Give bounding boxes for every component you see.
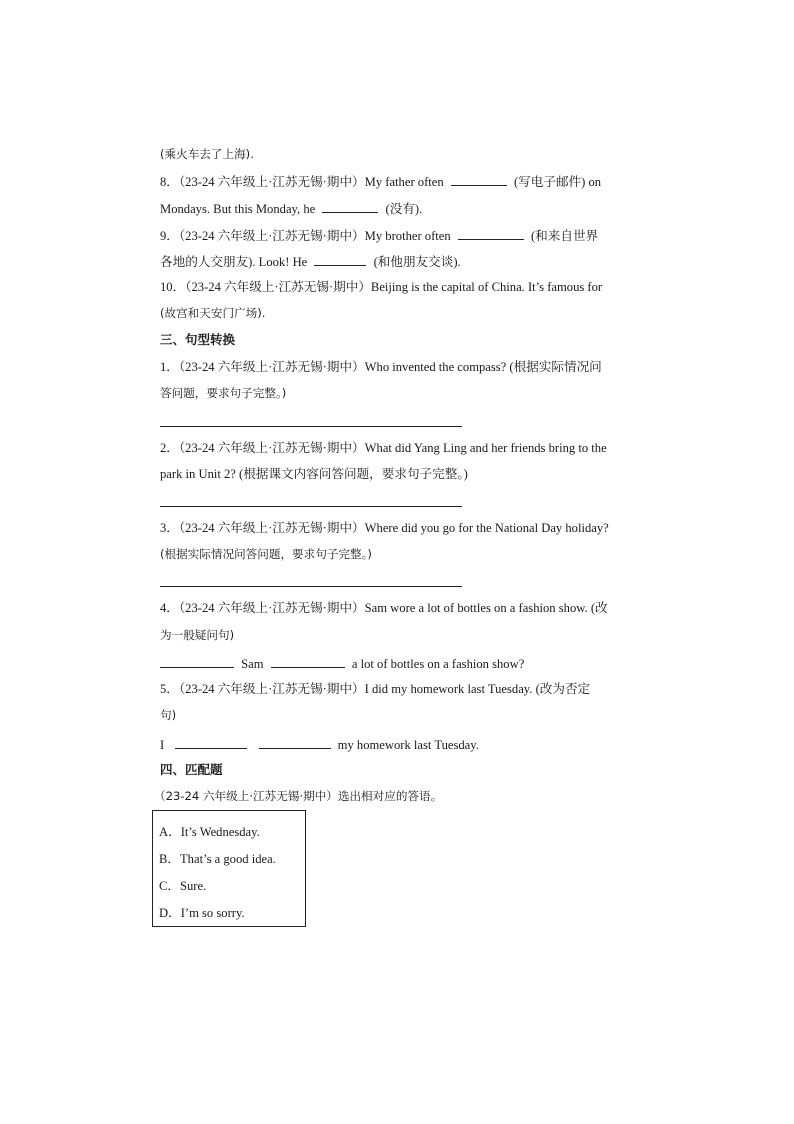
- answer-blank[interactable]: [259, 735, 331, 749]
- answer-line[interactable]: [160, 506, 462, 507]
- sentence-5-line-1: 5．（23-24 六年级上·江苏无锡·期中）I did my homework last Tuesday. (改为否定: [160, 682, 591, 696]
- question-text: 8．（23-24 六年级上·江苏无锡·期中）My father often: [160, 175, 444, 189]
- question-text: 9．（23-24 六年级上·江苏无锡·期中）My brother often: [160, 229, 451, 243]
- question-10-line-1: 10．（23-24 六年级上·江苏无锡·期中）Beijing is the capital of China. It’s famous for: [160, 280, 603, 294]
- sentence-1-line-1: 1．（23-24 六年级上·江苏无锡·期中）Who invented the compass? (根据实际情况问: [160, 360, 602, 374]
- question-hint: (写电子邮件) on: [513, 175, 602, 189]
- options-box: [152, 810, 306, 927]
- sentence-4-answer-line: [160, 654, 524, 672]
- answer-blank[interactable]: [451, 172, 507, 186]
- sentence-4-line-2: 为一般疑问句): [160, 628, 235, 642]
- sentence-2-line-1: 2．（23-24 六年级上·江苏无锡·期中）What did Yang Ling and her friends bring to the: [160, 441, 607, 455]
- answer-blank[interactable]: [175, 735, 247, 749]
- answer-blank[interactable]: [160, 654, 234, 668]
- question-9-line-2: [160, 252, 461, 270]
- sentence-5-answer-line: [160, 735, 479, 753]
- answer-line[interactable]: [160, 586, 462, 587]
- sentence-3-line-2: (根据实际情况问答问题，要求句子完整。): [160, 547, 372, 561]
- question-hint: (和来自世界: [530, 229, 599, 243]
- sentence-3-line-1: 3．（23-24 六年级上·江苏无锡·期中）Where did you go for the National Day holiday?: [160, 521, 609, 535]
- question-8-line-1: [160, 172, 601, 190]
- answer-text: Sam: [241, 657, 264, 671]
- answer-text: I: [160, 738, 165, 752]
- answer-line[interactable]: [160, 426, 462, 427]
- answer-blank[interactable]: [322, 199, 378, 213]
- question-hint: (没有).: [385, 202, 423, 216]
- sentence-2-line-2: park in Unit 2? (根据课文内容问答问题，要求句子完整。): [160, 467, 468, 481]
- answer-text: my homework last Tuesday.: [337, 738, 479, 752]
- section-4-heading: 四、匹配题: [160, 762, 223, 777]
- question-hint: (和他朋友交谈).: [373, 255, 461, 269]
- question-9-line-1: [160, 226, 598, 244]
- option-d[interactable]: D．I’m so sorry.: [159, 906, 245, 920]
- option-c[interactable]: C．Sure.: [159, 879, 207, 893]
- option-a[interactable]: A．It’s Wednesday.: [159, 825, 260, 839]
- sentence-1-line-2: 答问题，要求句子完整。): [160, 386, 287, 400]
- answer-blank[interactable]: [314, 252, 366, 266]
- question-text: Mondays. But this Monday, he: [160, 202, 316, 216]
- matching-intro: （23-24 六年级上·江苏无锡·期中）选出相对应的答语。: [154, 789, 443, 803]
- answer-text: a lot of bottles on a fashion show?: [351, 657, 525, 671]
- text-line: (乘火车去了上海).: [160, 147, 254, 161]
- option-b[interactable]: B．That’s a good idea.: [159, 852, 276, 866]
- question-10-line-2: (故宫和天安门广场).: [160, 306, 266, 320]
- answer-blank[interactable]: [458, 226, 524, 240]
- section-3-heading: 三、句型转换: [160, 332, 236, 347]
- sentence-5-line-2: 句): [160, 708, 177, 722]
- sentence-4-line-1: 4．（23-24 六年级上·江苏无锡·期中）Sam wore a lot of bottles on a fashion show. (改: [160, 601, 608, 615]
- answer-blank[interactable]: [271, 654, 345, 668]
- question-8-line-2: [160, 199, 422, 217]
- question-text: 各地的人交朋友). Look! He: [160, 255, 308, 269]
